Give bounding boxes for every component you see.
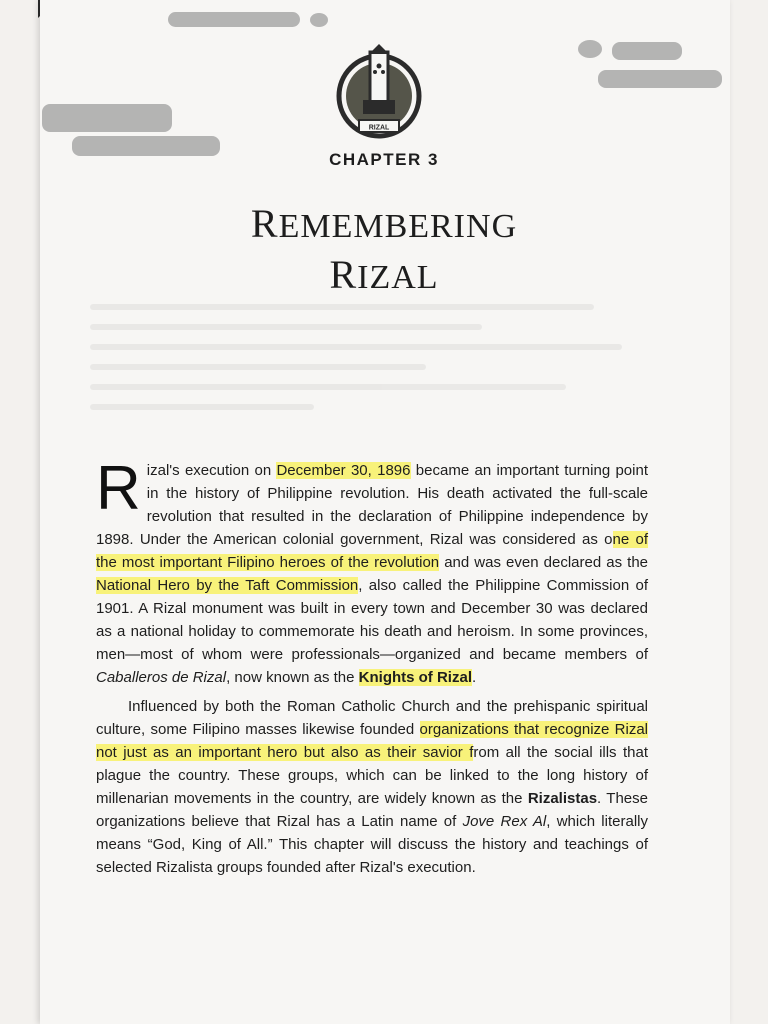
text-run: . These organizations believe that Rizal has a Latin name of [96,790,648,830]
chapter-title [0,200,768,302]
drop-cap: R [96,454,141,523]
chapter-title-line1 [0,200,768,251]
text-run: became an important turning point in the history of Philippine revolution. His death activated the full-scale revolution that resulted in the declaration of Philippine independence by 1898. Under the American colonial government, Rizal was considered as o [96,462,648,548]
title-line1-rest: EMEMBERING [278,208,518,245]
highlighted-text: National Hero by the Taft Commission [96,577,359,594]
bleed-through-text [90,290,650,430]
highlighted-text: organizations that recognize Rizal not just as an important hero but also as their savior f [96,721,649,761]
text-run: rom all the social ills that plague the country. These groups, which can be linked to the long history of millenarian movements in the country, are widely known as the [96,744,648,807]
bold-text: Rizalistas [527,790,598,807]
redaction-smudge [578,40,602,58]
text-run: . [471,669,477,686]
redaction-smudge [42,104,172,132]
title-line1-first-letter: R [250,201,279,246]
redaction-smudge [168,12,300,27]
chapter-label: CHAPTER 3 [329,150,439,169]
text-run: Influenced by both the Roman Catholic Church and the prehispanic spiritual culture, some Filipino masses likewise founded [96,698,648,738]
highlighted-text: ne of the most important Filipino heroes of the revolution [96,531,648,571]
title-line2-first-letter: R [329,252,358,297]
redaction-smudge [598,70,722,88]
chapter-body [96,454,649,879]
title-line2-rest: IZAL [357,259,439,296]
bold-highlighted-text: Knights of Rizal [358,669,472,686]
text-run: izal's execution on [146,462,277,479]
text-run: , now known as the [226,669,359,686]
paragraph-1 [96,454,649,689]
italic-text: Jove Rex Al [462,813,547,830]
italic-text: Caballeros de Rizal [96,669,227,686]
text-run: , also called the Philippine Commission of 1901. A Rizal monument was built in every town and December 30 was declared as a national holiday to commemorate his death and heroism. In some provinces, men—most of whom were professionals—organized and became members of [96,577,649,663]
emblem-label: RIZAL [368,124,390,132]
rizal-monument-icon [333,42,425,142]
redaction-smudge [310,13,328,27]
text-run: and was even declared as the [439,554,649,571]
redaction-smudge [612,42,682,60]
highlighted-text: December 30, 1896 [276,462,411,479]
paragraph-2 [96,695,648,879]
text-run: , which literally means “God, King of All.” This chapter will discuss the history and teachings of selected Rizalista groups founded after Rizal's execution. [96,813,648,876]
